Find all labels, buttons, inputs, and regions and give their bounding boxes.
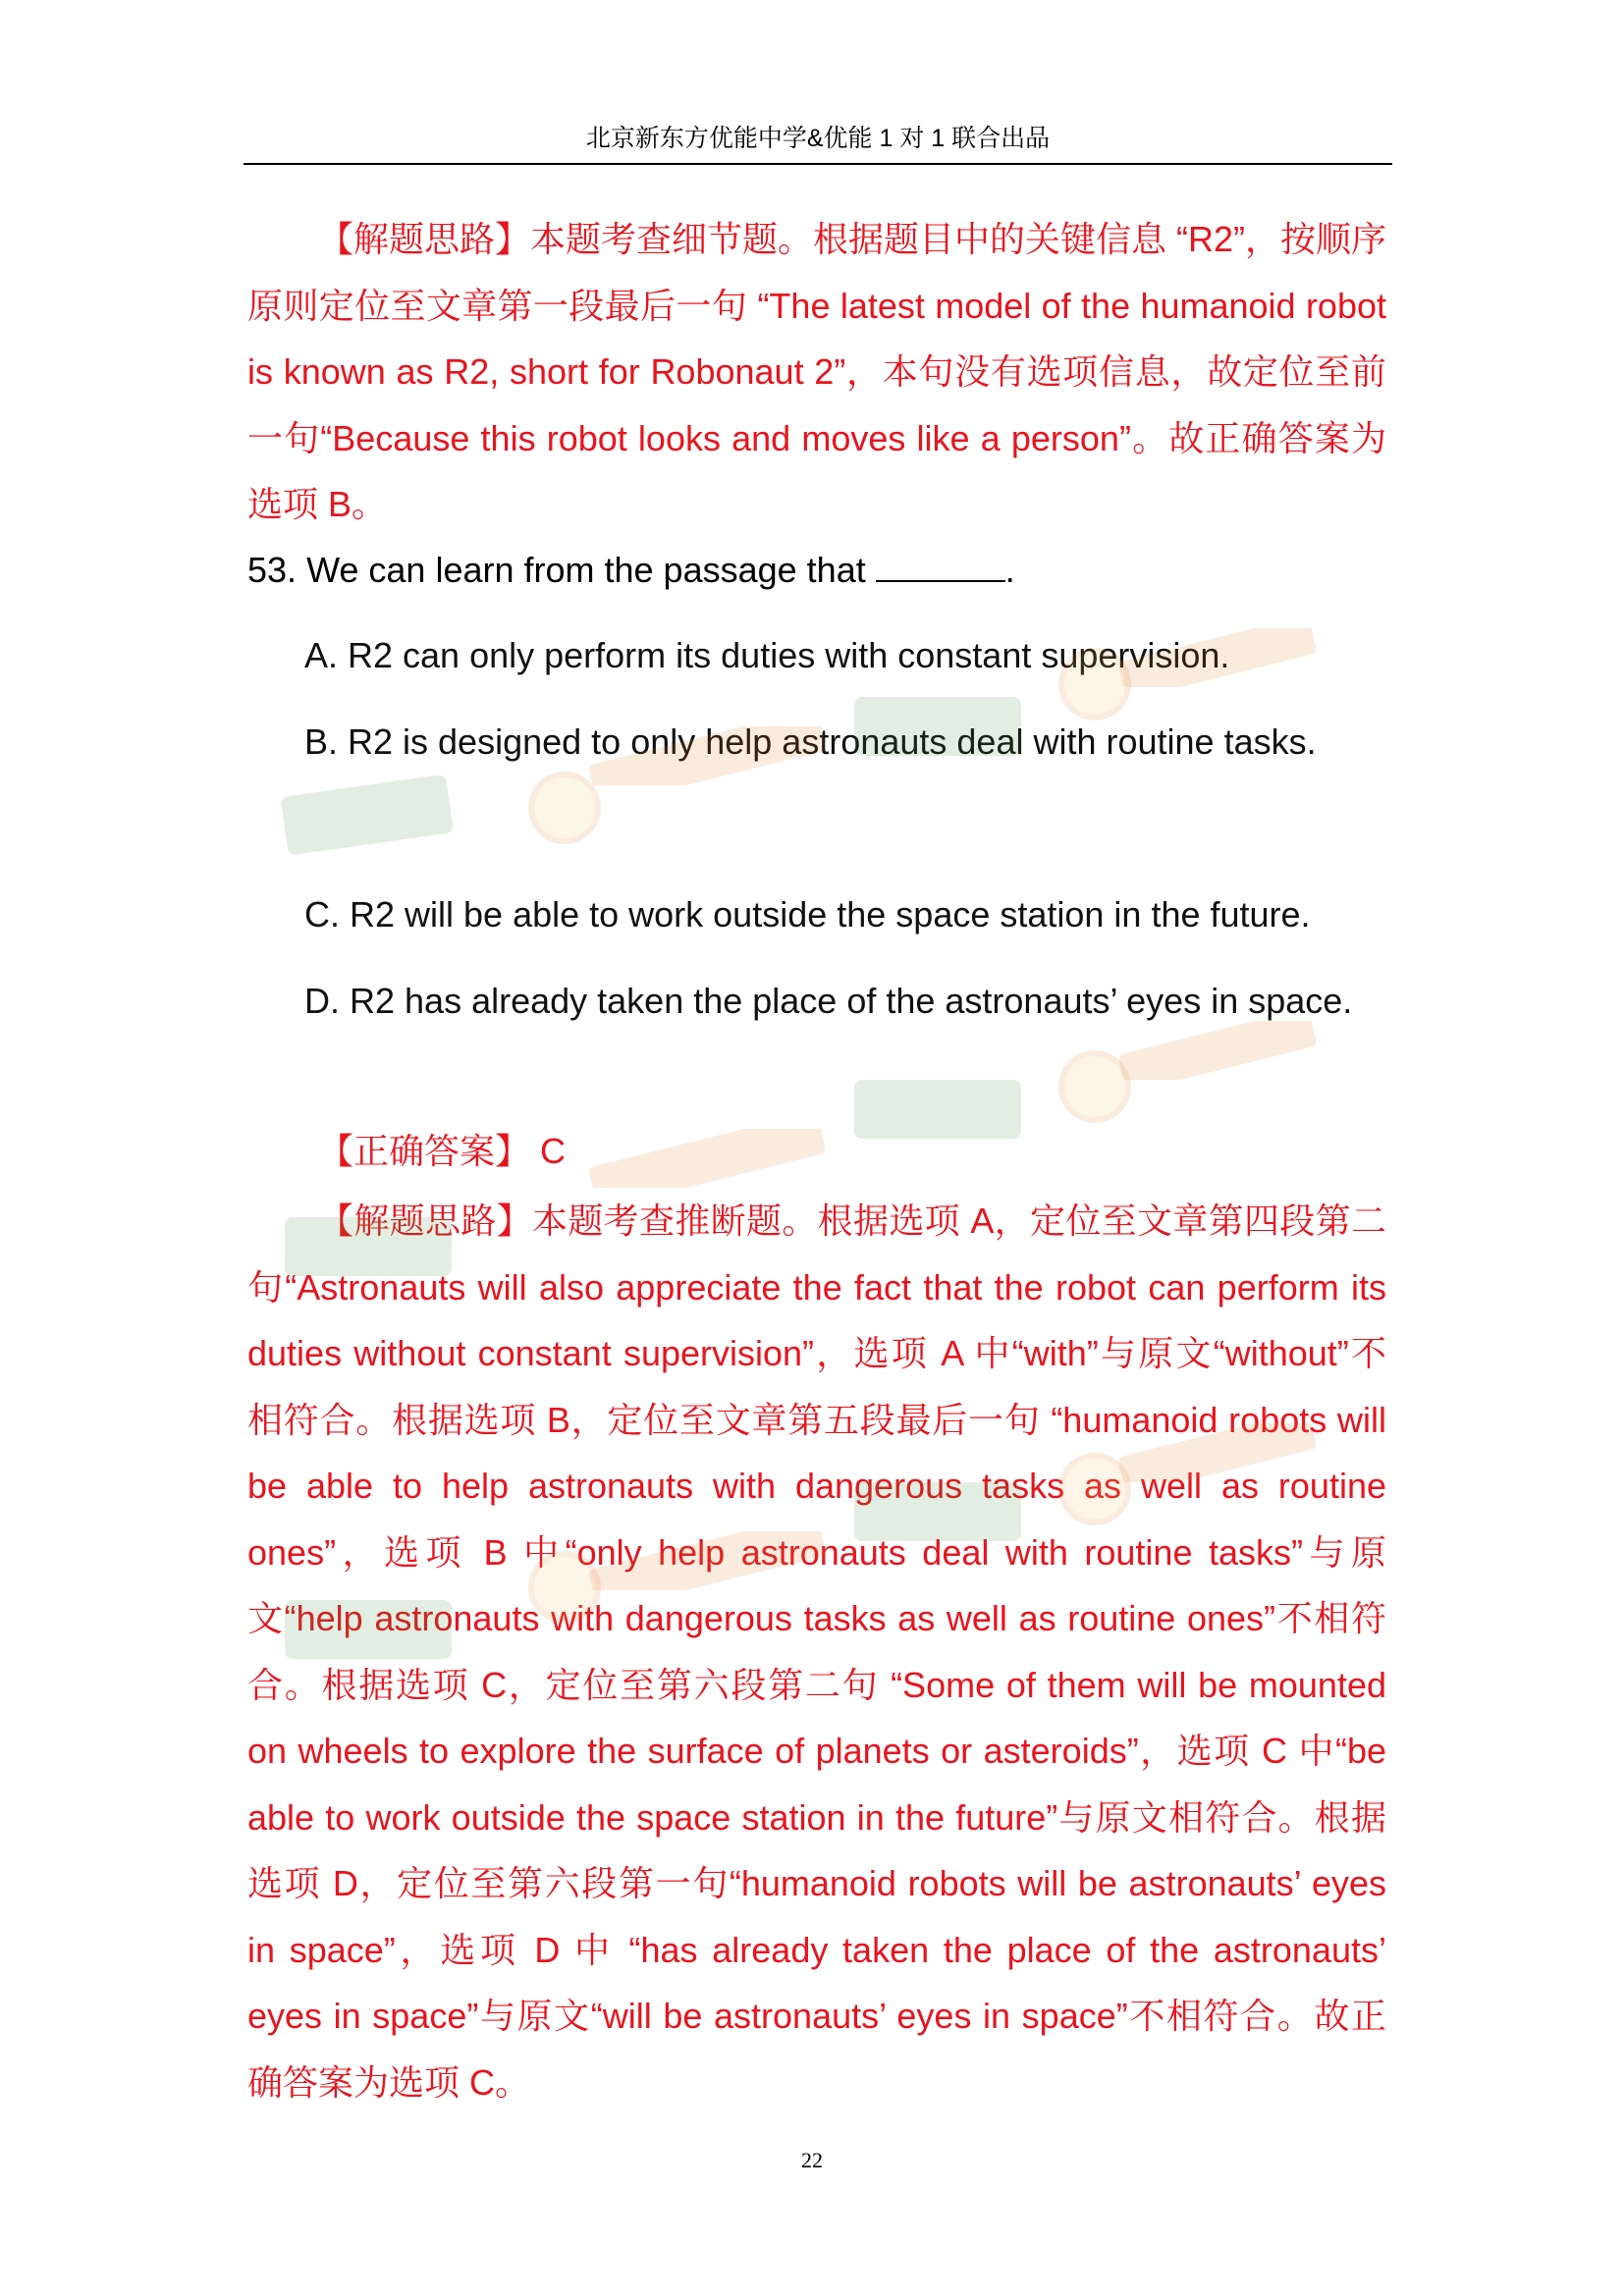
option-d: D. R2 has already taken the place of the astronauts’ eyes in space. [304,981,1353,1021]
yn-logo-icon [589,1129,825,1188]
watermark-seal-icon [1058,1050,1131,1123]
answer-value: C [540,1131,567,1171]
analysis-53 [247,1188,1386,2115]
watermark-logo-icon [589,1129,825,1193]
option-c: C. R2 will be able to work outside the space station in the future. [304,894,1311,934]
page-number: 22 [801,2148,823,2172]
analysis-text: 本题考查细节题。根据题目中的关键信息 “R2”，按顺序原则定位至文章第一段最后一句 “The latest model of the humanoid robot is known as R2, short for Robonaut 2”，本句没有选项信息，故定位至前一句“Because this robot looks and moves like a person”。故正确答案为选项 B。 [247,219,1387,524]
analysis-label: 【解题思路】 [318,219,531,259]
option-a: A. R2 can only perform its duties with constant supervision. [304,635,1230,675]
analysis-text: 本题考查推断题。根据选项 A，定位至文章第四段第二句“Astronauts will also appreciate the fact that the robot can perform its duties without constant supervision”，选项 A 中“with”与原文“without”不相符合。根据选项 B，定位至文章第五段最后一句 “humanoid robots will be able to help astronauts with dangerous tasks as well as routine ones”，选项 B 中“only help astronauts deal with routine tasks”与原文“help astronauts with dangerous tasks as well as routine ones”不相符合。根据选项 C，定位至第六段第二句 “Some of them will be mounted on wheels to explore the surface of planets or asteroids”，选项 C 中“be able to work outside the space station in the future”与原文相符合。根据选项 D，定位至第六段第一句“humanoid robots will be astronauts’ eyes in space”，选项 D 中 “has already taken the place of the astronauts’ eyes in space”与原文“will be astronauts’ eyes in space”不相符合。故正确答案为选项 C。 [247,1201,1386,2103]
xdf-logo-icon [854,1070,1021,1148]
page-header [244,114,1392,165]
answer-blank [876,541,1005,582]
header-title: 北京新东方优能中学&优能 1 对 1 联合出品 [585,125,1051,152]
question-53 [247,538,1015,603]
question-stem: We can learn from the passage that [306,550,866,590]
question-number: 53. [247,550,298,590]
watermark-logo-icon [854,1070,1021,1153]
option-b: B. R2 is designed to only help astronauts deal with routine tasks. [304,721,1317,762]
correct-answer [318,1119,566,1184]
answer-label: 【正确答案】 [318,1131,531,1171]
analysis-label: 【解题思路】 [318,1201,532,1241]
analysis-52 [247,206,1386,538]
question-end: . [1004,550,1015,590]
